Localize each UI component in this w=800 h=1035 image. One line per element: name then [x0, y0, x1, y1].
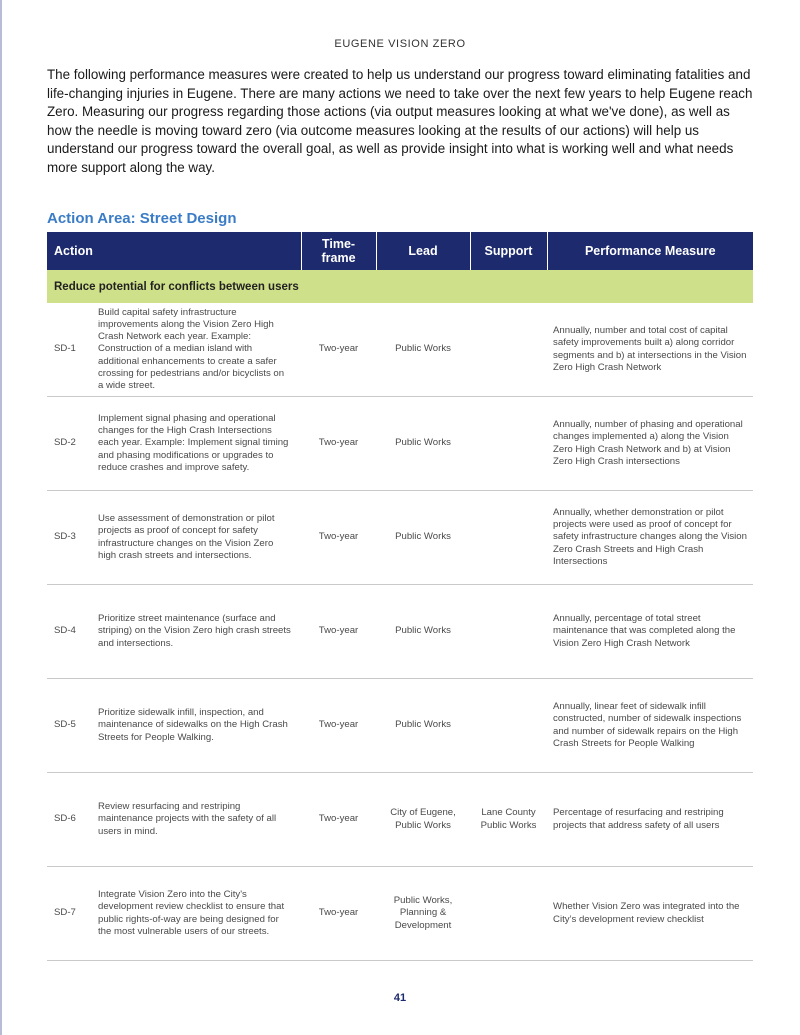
- table-row: [47, 773, 753, 867]
- table-row: [47, 867, 753, 961]
- row-lead: Public Works: [376, 491, 470, 585]
- group-row: [47, 270, 753, 303]
- table-row: [47, 397, 753, 491]
- row-lead: Public Works: [376, 585, 470, 679]
- running-header: EUGENE VISION ZERO: [334, 38, 466, 50]
- header-support: Support: [470, 232, 547, 270]
- row-action: Prioritize street maintenance (surface and striping) on the Vision Zero high crash streets and intersections.: [94, 585, 301, 679]
- page-left-rule: [0, 0, 2, 1035]
- table-row: [47, 491, 753, 585]
- row-timeframe: Two-year: [301, 303, 376, 397]
- row-lead: Public Works, Planning & Development: [376, 867, 470, 961]
- row-measure: Annually, percentage of total street maintenance that was completed along the Vision Zero High Crash Network: [547, 585, 753, 679]
- row-timeframe: Two-year: [301, 585, 376, 679]
- row-support: [470, 867, 547, 961]
- row-action: Use assessment of demonstration or pilot projects as proof of concept for safety infrastructure changes on the Vision Zero high crash streets and intersections.: [94, 491, 301, 585]
- row-support: Lane County Public Works: [470, 773, 547, 867]
- row-support: [470, 491, 547, 585]
- row-id: SD-1: [47, 303, 94, 397]
- row-action: Prioritize sidewalk infill, inspection, and maintenance of sidewalks on the High Crash Streets for People Walking.: [94, 679, 301, 773]
- row-id: SD-2: [47, 397, 94, 491]
- table-header-row: [47, 232, 753, 270]
- row-measure: Annually, linear feet of sidewalk infill constructed, number of sidewalk inspections and number of sidewalk repairs on the High Crash Streets for People Walking: [547, 679, 753, 773]
- row-support: [470, 679, 547, 773]
- table-row: [47, 303, 753, 397]
- row-measure: Annually, whether demonstration or pilot projects were used as proof of concept for safety infrastructure changes along the Vision Zero Crash Streets and High Crash Intersections: [547, 491, 753, 585]
- table-row: [47, 679, 753, 773]
- row-id: SD-7: [47, 867, 94, 961]
- row-id: SD-4: [47, 585, 94, 679]
- table-row: [47, 585, 753, 679]
- performance-measures-table: [47, 232, 753, 961]
- intro-paragraph: The following performance measures were created to help us understand our progress toward eliminating fatalities and life-changing injuries in Eugene. There are many actions we need to take over the next few years to help Eugene reach Zero. Measuring our progress regarding those actions (via output measures looking at what we've done), as well as how the needle is moving toward zero (via outcome measures looking at the results of our actions) will help us understand our progress toward the overall goal, as well as provide insight into what is working well and what needs more support along the way.: [47, 67, 753, 175]
- row-support: [470, 397, 547, 491]
- section-title: Action Area: Street Design: [47, 210, 237, 227]
- row-lead: Public Works: [376, 303, 470, 397]
- row-measure: Annually, number of phasing and operational changes implemented a) along the Vision Zero High Crash Network and b) at Vision Zero High Crash intersections: [547, 397, 753, 491]
- header-action: Action: [47, 232, 301, 270]
- row-timeframe: Two-year: [301, 773, 376, 867]
- row-lead: Public Works: [376, 397, 470, 491]
- page-number: 41: [393, 992, 407, 1004]
- row-timeframe: Two-year: [301, 397, 376, 491]
- row-id: SD-6: [47, 773, 94, 867]
- row-measure: Whether Vision Zero was integrated into the City’s development review checklist: [547, 867, 753, 961]
- row-support: [470, 585, 547, 679]
- header-performance-measure: Performance Measure: [547, 232, 753, 270]
- row-measure: Annually, number and total cost of capital safety improvements built a) along corridor segments and b) at intersections in the Vision Zero High Crash Network: [547, 303, 753, 397]
- row-lead: City of Eugene, Public Works: [376, 773, 470, 867]
- row-action: Integrate Vision Zero into the City's development review checklist to ensure that public rights-of-way are being designed for the most vulnerable users of our streets.: [94, 867, 301, 961]
- row-action: Implement signal phasing and operational changes for the High Crash Intersections each year. Example: Implement signal timing and phasing modifications or upgrades to reduce crashes and improve safety.: [94, 397, 301, 491]
- row-action: Build capital safety infrastructure improvements along the Vision Zero High Crash Network each year. Example: Construction of a median island with additional enhancements to create a safer crossing for pedestrians and/or bicyclists on a wide street.: [94, 303, 301, 397]
- header-timeframe: Time-frame: [301, 232, 376, 270]
- header-lead: Lead: [376, 232, 470, 270]
- group-label: Reduce potential for conflicts between users: [47, 270, 753, 303]
- row-timeframe: Two-year: [301, 491, 376, 585]
- row-id: SD-5: [47, 679, 94, 773]
- row-lead: Public Works: [376, 679, 470, 773]
- row-support: [470, 303, 547, 397]
- row-timeframe: Two-year: [301, 867, 376, 961]
- row-id: SD-3: [47, 491, 94, 585]
- row-timeframe: Two-year: [301, 679, 376, 773]
- row-action: Review resurfacing and restriping maintenance projects with the safety of all users in mind.: [94, 773, 301, 867]
- row-measure: Percentage of resurfacing and restriping projects that address safety of all users: [547, 773, 753, 867]
